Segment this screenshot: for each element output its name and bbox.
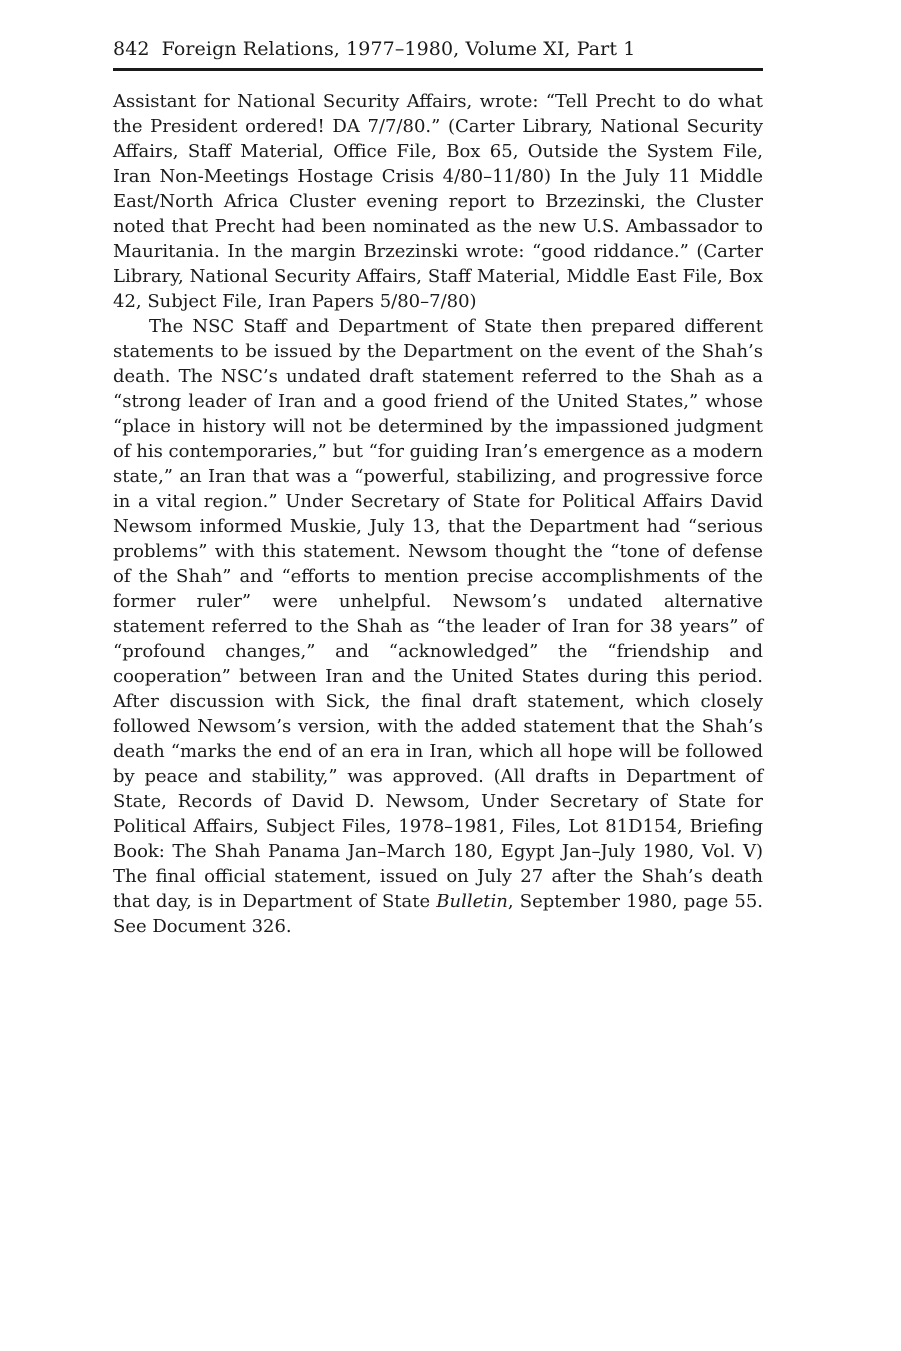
paragraph-2-text-end: , September 1980, page 55. See Document 326.: [113, 891, 763, 937]
body-text: [113, 89, 763, 939]
running-header: [113, 36, 763, 71]
document-page: [113, 36, 763, 939]
page-number: 842: [113, 38, 150, 60]
running-title: Foreign Relations, 1977–1980, Volume XI, Part 1: [161, 38, 636, 60]
paragraph-2-text: The NSC Staff and Department of State then prepared different statements to be issued by the Department on the event of the Shah’s death. The NSC’s undated draft statement referred to the Shah as a “strong leader of Iran and a good friend of the United States,” whose “place in history will not be determined by the impassioned judgment of his contemporaries,” but “for guiding Iran’s emergence as a modern state,” an Iran that was a “powerful, stabilizing, and progressive force in a vital region.” Under Secretary of State for Political Affairs David Newsom informed Muskie, July 13, that the Department had “serious problems” with this statement. Newsom thought the “tone of defense of the Shah” and “efforts to mention precise accomplishments of the former ruler” were unhelpful. Newsom’s undated alternative statement referred to the Shah as “the leader of Iran for 38 years” of “profound changes,” and “acknowledged” the “friendship and cooperation” between Iran and the United States during this period. After discussion with Sick, the final draft statement, which closely followed Newsom’s version, with the added statement that the Shah’s death “marks the end of an era in Iran, which all hope will be followed by peace and stability,” was approved. (All drafts in Department of State, Records of David D. Newsom, Under Secretary of State for Political Affairs, Subject Files, 1978–1981, Files, Lot 81D154, Briefing Book: The Shah Panama Jan–March 180, Egypt Jan–July 1980, Vol. V) The final official statement, issued on July 27 after the Shah’s death that day, is in Department of State: [113, 316, 764, 912]
paragraph-2: [113, 314, 763, 939]
paragraph-1: Assistant for National Security Affairs, wrote: “Tell Precht to do what the President ordered! DA 7/7/80.” (Carter Library, National Security Affairs, Staff Material, Office File, Box 65, Outside the System File, Iran Non-Meetings Hostage Crisis 4/80–11/80) In the July 11 Middle East/​North Africa Cluster evening report to Brzezinski, the Cluster noted that Precht had been nominated as the new U.S. Ambassador to Mauritania. In the margin Brzezinski wrote: “good riddance.” (Carter Library, National Security Affairs, Staff Material, Middle East File, Box 42, Subject File, Iran Papers 5/80–7/80): [113, 91, 763, 312]
publication-title: Bulletin: [436, 891, 508, 912]
